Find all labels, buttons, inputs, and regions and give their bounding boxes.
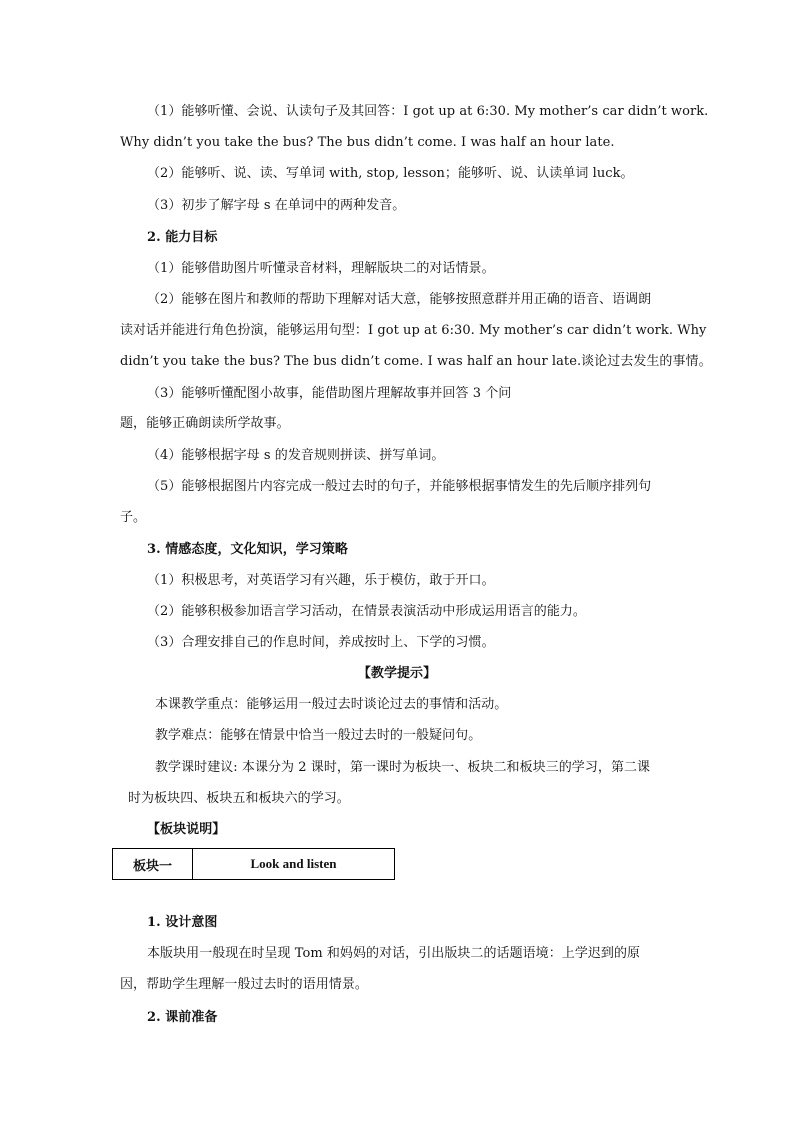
emotion-item-1: （1）积极思考，对英语学习有兴趣，乐于模仿，敢于开口。 — [147, 573, 495, 588]
knowledge-item-1-line-1: （1）能够听懂、会说、认读句子及其回答：I got up at 6:30. My mother’s car didn’t work. — [147, 104, 709, 119]
tips-hours-line-1: 教学课时建议: 本课分为 2 课时，第一课时为板块一、板块二和板块三的学习，第二课 — [155, 760, 651, 775]
section-heading: 【板块说明】 — [147, 822, 226, 837]
prep-heading: 2. 课前准备 — [147, 1010, 218, 1025]
design-heading: 1. 设计意图 — [147, 915, 218, 930]
table-cell-section-title: Look and listen — [193, 849, 395, 880]
ability-item-2-line-2: 读对话并能进行角色扮演，能够运用句型：I got up at 6:30. My mother’s car didn’t work. Why — [120, 323, 707, 338]
emotion-item-3: （3）合理安排自己的作息时间，养成按时上、下学的习惯。 — [147, 635, 495, 650]
ability-item-4: （4）能够根据字母 s 的发音规则拼读、拼写单词。 — [147, 448, 445, 463]
design-line-1: 本版块用一般现在时呈现 Tom 和妈妈的对话，引出版块二的话题语境：上学迟到的原 — [147, 946, 641, 961]
design-line-2: 因，帮助学生理解一般过去时的语用情景。 — [120, 977, 368, 992]
tips-hours-line-2: 时为板块四、板块五和板块六的学习。 — [128, 791, 350, 806]
table-cell-section-name: 板块一 — [113, 849, 193, 880]
ability-item-2-line-3: didn’t you take the bus? The bus didn’t come. I was half an hour late.谈论过去发生的事情。 — [120, 354, 712, 369]
table-row — [113, 849, 395, 880]
ability-item-5-line-2: 子。 — [120, 510, 147, 525]
knowledge-item-1-line-2: Why didn’t you take the bus? The bus didn’t come. I was half an hour late. — [120, 135, 615, 150]
knowledge-item-3: （3）初步了解字母 s 在单词中的两种发音。 — [147, 198, 406, 213]
tips-focus: 本课教学重点：能够运用一般过去时谈论过去的事情和活动。 — [155, 697, 508, 712]
tips-heading: 【教学提示】 — [357, 666, 437, 681]
ability-item-3-line-2: 题，能够正确朗读所学故事。 — [120, 416, 290, 431]
tips-difficulty: 教学难点：能够在情景中恰当一般过去时的一般疑问句。 — [155, 728, 482, 743]
emotion-item-2: （2）能够积极参加语言学习活动，在情景表演活动中形成运用语言的能力。 — [147, 604, 586, 619]
knowledge-item-2: （2）能够听、说、读、写单词 with, stop, lesson；能够听、说、认读单词 luck。 — [147, 166, 634, 181]
emotion-heading: 3. 情感态度，文化知识，学习策略 — [147, 542, 348, 557]
section-table — [112, 848, 395, 880]
ability-item-3-line-1: （3）能够听懂配图小故事，能借助图片理解故事并回答 3 个问 — [147, 386, 512, 401]
ability-item-2-line-1: （2）能够在图片和教师的帮助下理解对话大意，能够按照意群并用正确的语音、语调朗 — [147, 292, 652, 307]
ability-item-1: （1）能够借助图片听懂录音材料，理解版块二的对话情景。 — [147, 261, 495, 276]
ability-heading: 2. 能力目标 — [147, 230, 218, 245]
ability-item-5-line-1: （5）能够根据图片内容完成一般过去时的句子，并能够根据事情发生的先后顺序排列句 — [147, 479, 652, 494]
